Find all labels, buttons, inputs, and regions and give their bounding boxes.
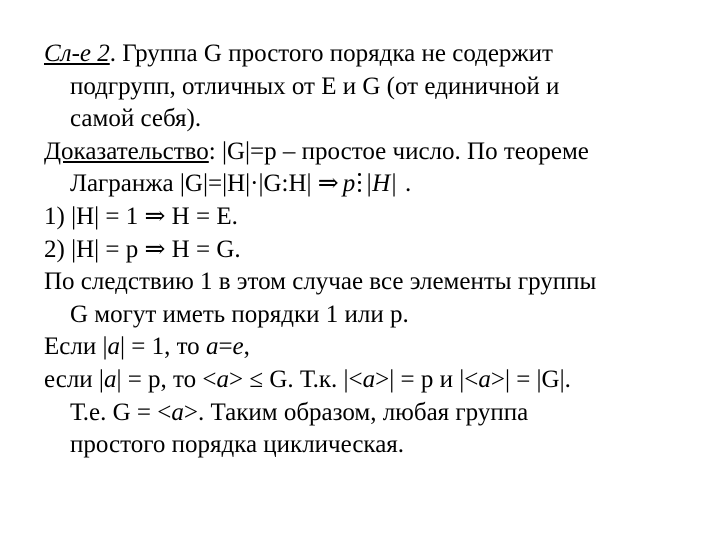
else-mid2: > ≤ G. Т.к. |< <box>229 365 363 393</box>
if-end: , <box>243 333 250 361</box>
case-1: 1) |H| = 1 ⇒ H = E. <box>44 202 238 230</box>
conclusion-rest: >. Таким образом, любая группа <box>183 398 529 426</box>
proof-p-symbol: p <box>342 170 356 198</box>
divides-icon <box>355 173 365 193</box>
proof-paragraph <box>44 136 684 201</box>
else-a1: a <box>103 365 117 393</box>
conclusion-a: a <box>171 398 184 426</box>
proof-line2-end: . <box>405 170 412 198</box>
consequence-line1: По следствию 1 в этом случае все элементы группы <box>44 268 597 296</box>
consequence-line2: G могут иметь порядки 1 или p. <box>70 300 409 328</box>
slide-content <box>44 38 684 462</box>
else-paragraph <box>44 364 684 462</box>
else-a3: a <box>362 365 376 393</box>
if-mid: | = 1, то <box>119 333 206 361</box>
else-mid3: >| = p и |< <box>375 365 479 393</box>
conclusion-pre: Т.е. G = < <box>70 398 172 426</box>
corollary-paragraph <box>44 38 684 136</box>
if-pre: Если | <box>44 333 108 361</box>
else-a4: a <box>478 365 491 393</box>
proof-h-symbol: |H| <box>365 170 398 198</box>
case-2: 2) |H| = p ⇒ H = G. <box>44 235 241 263</box>
if-line <box>44 331 684 364</box>
proof-label: Доказательство <box>44 137 209 165</box>
else-a2: a <box>216 365 229 393</box>
corollary-text-line2: подгрупп, отличных от Е и G (от единичной и <box>70 72 560 100</box>
consequence-paragraph <box>44 266 684 331</box>
if-eq: = <box>218 333 233 361</box>
proof-line2: Лагранжа |G|=|H|·|G:H| ⇒ <box>70 170 339 198</box>
if-a1: a <box>107 333 120 361</box>
else-mid1: | = p, то < <box>116 365 217 393</box>
proof-line1: : |G|=p – простое число. По теореме <box>208 137 589 165</box>
else-pre: если | <box>44 365 104 393</box>
corollary-text-line1: . Группа G простого порядка не содержит <box>109 40 553 67</box>
if-a2: a <box>205 333 219 361</box>
conclusion-line2: простого порядка циклическая. <box>70 431 405 459</box>
corollary-label: Сл-е 2 <box>44 40 110 67</box>
else-end: >| = |G|. <box>490 365 571 393</box>
corollary-text-line3: самой себя). <box>70 105 202 133</box>
if-e: e <box>232 333 244 361</box>
